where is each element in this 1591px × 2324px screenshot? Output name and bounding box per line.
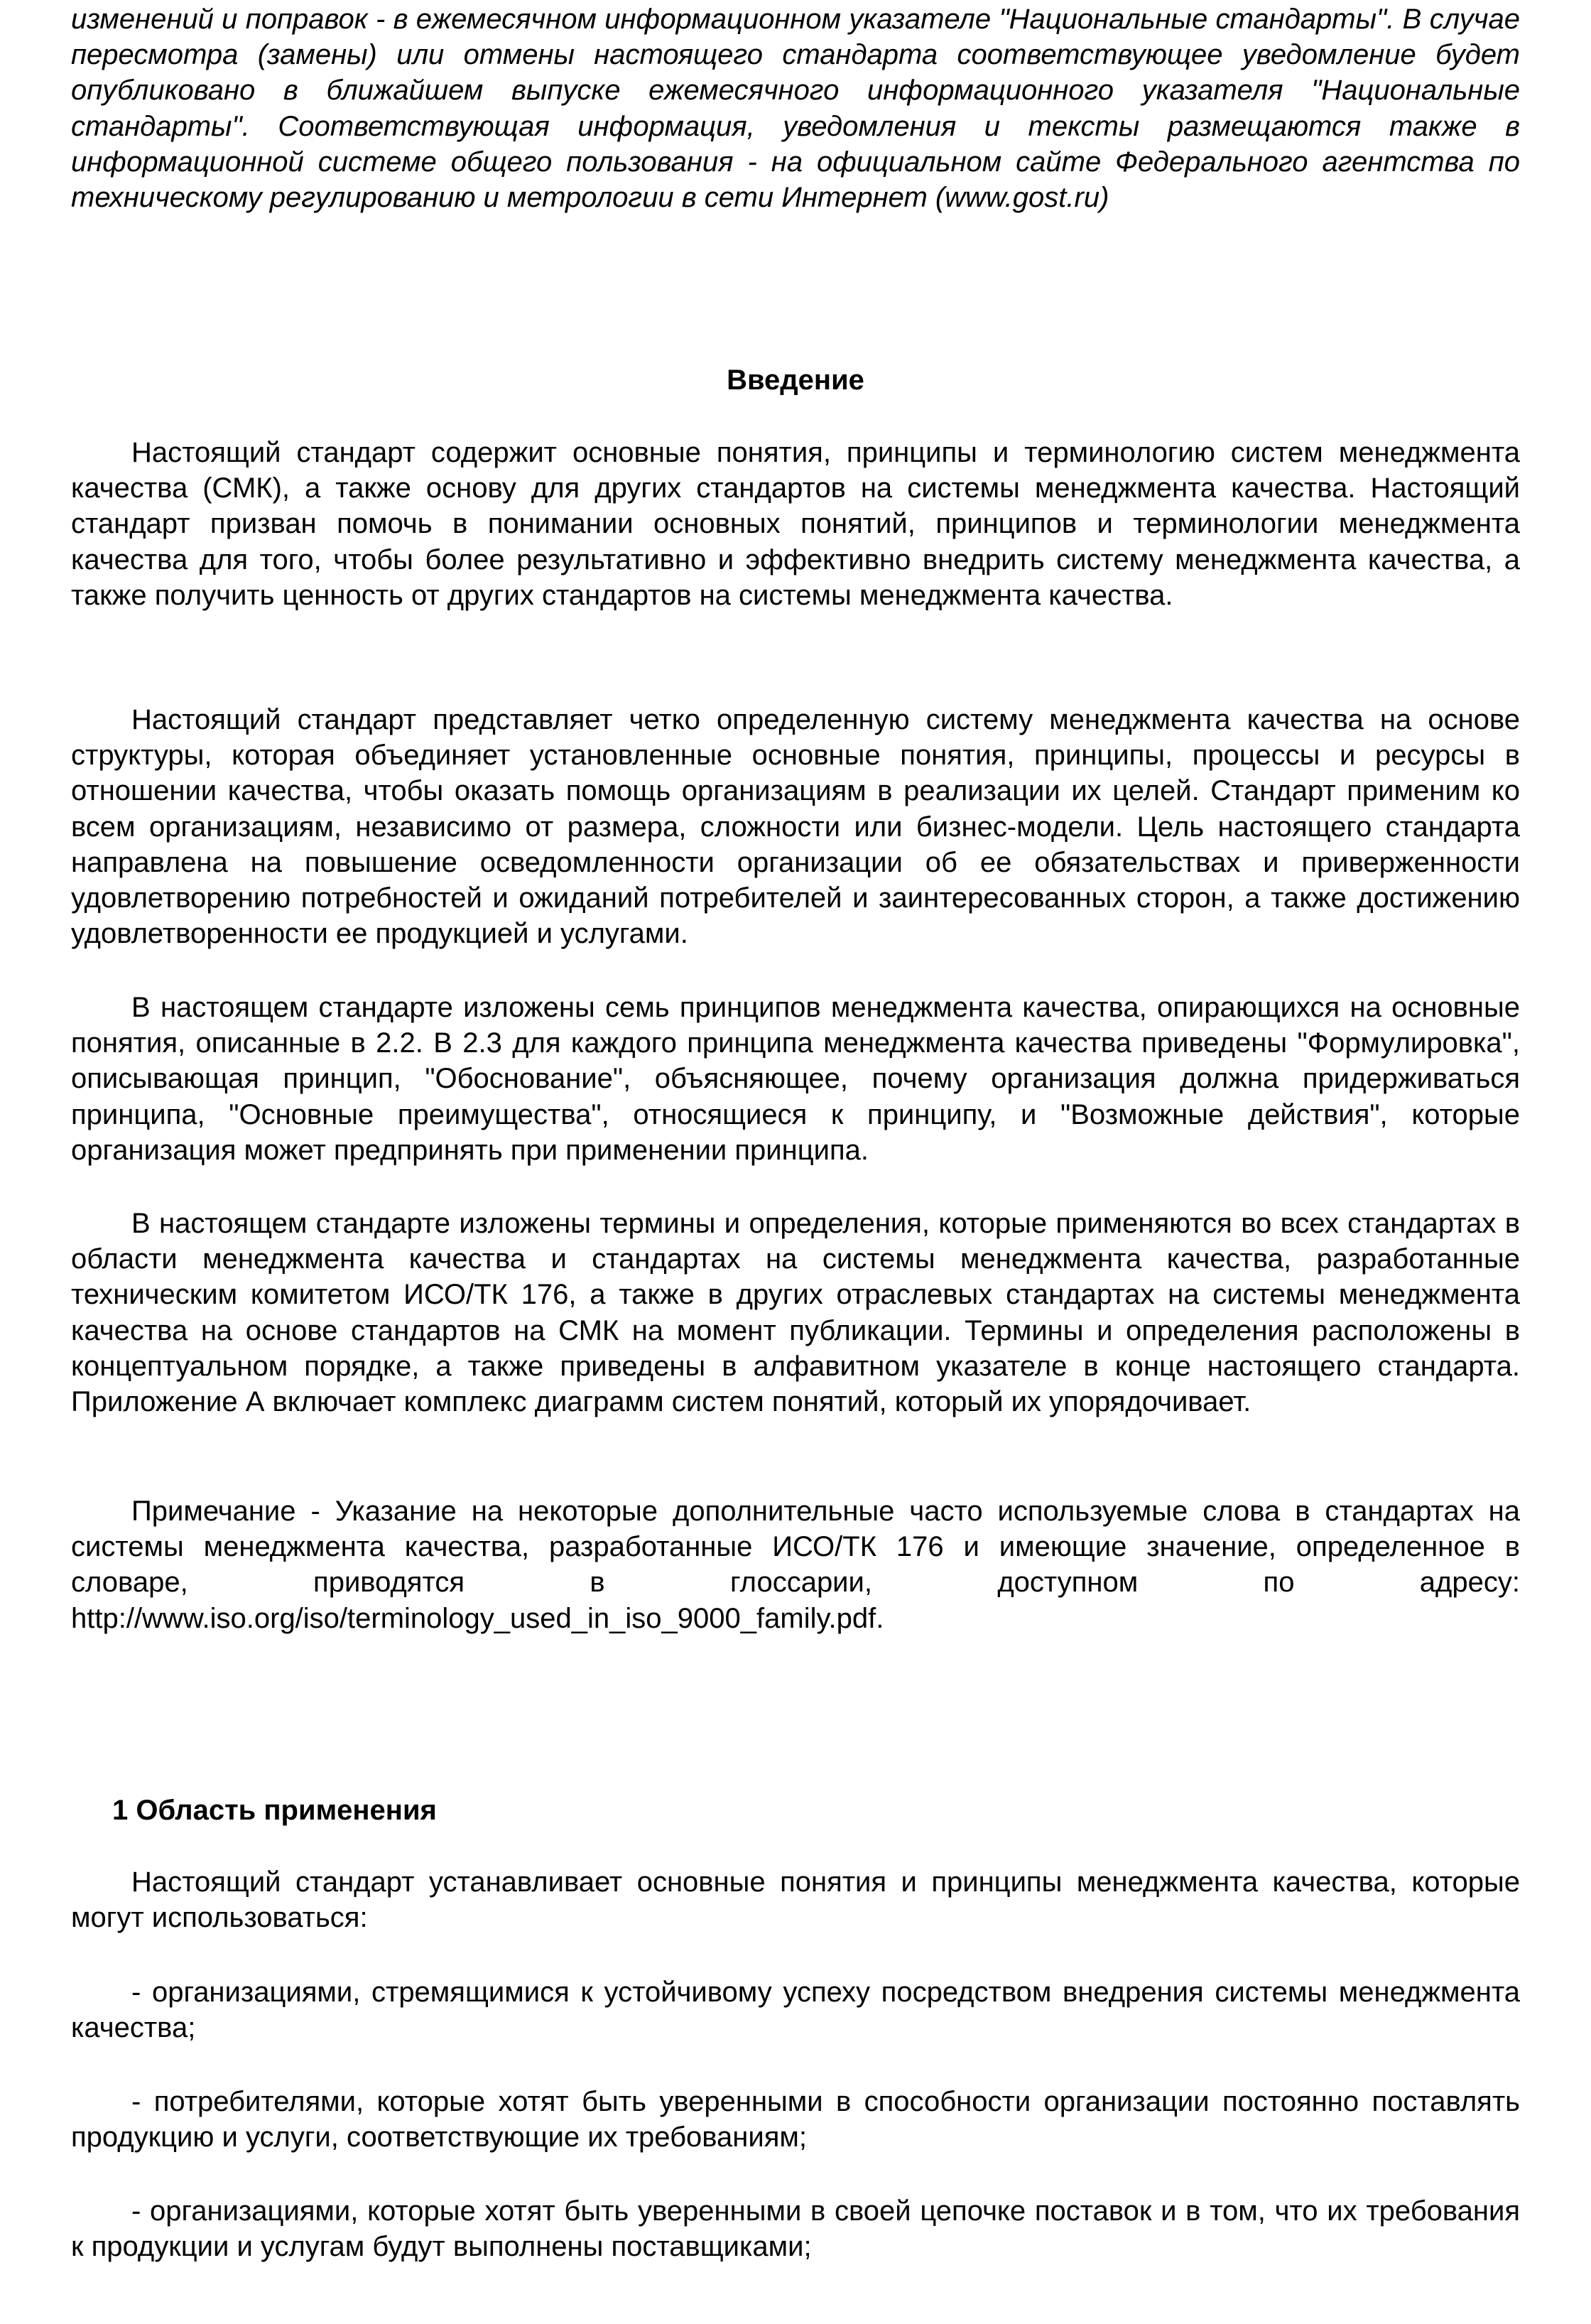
scope-list-item: - организациями, которые хотят быть уверенными в своей цепочке поставок и в том, что их требования к продукции и услугам будут выполнены поставщиками; (71, 2195, 1520, 2263)
introduction-paragraph-3: В настоящем стандарте изложены семь принципов менеджмента качества, опирающихся на основные понятия, описанные в 2.2. В 2.3 для каждого принципа менеджмента качества приведены "Формулировка", описывающая принцип, "Обоснование", объясняющее, почему организация должна придерживаться принципа, "Основные преимущества", относящиеся к принципу, и "Возможные действия", которые организация может предпринять при применении принципа. (71, 992, 1520, 1166)
scope-heading: 1 Область применения (112, 1795, 437, 1826)
introduction-note-url: http://www.iso.org/iso/terminology_used_in_iso_9000_family.pdf. (71, 1602, 884, 1634)
scope-list-item: - организациями, стремящимися к устойчивому успеху посредством внедрения системы менеджмента качества; (71, 1977, 1520, 2044)
introduction-paragraph-1: Настоящий стандарт содержит основные понятия, принципы и терминологию систем менеджмента качества (СМК), а также основу для других стандартов на системы менеджмента качества. Настоящий стандарт призван помочь в понимании основных понятий, принципов и терминологии менеджмента качества для того, чтобы более результативно и эффективно внедрить систему менеджмента качества, а также получить ценность от других стандартов на системы менеджмента качества. (71, 437, 1520, 611)
introduction-heading: Введение (727, 364, 864, 396)
introduction-paragraph-4: В настоящем стандарте изложены термины и определения, которые применяются во всех стандартах в области менеджмента качества и стандартах на системы менеджмента качества, разработанные техническим комитетом ИСО/ТК 176, а также в других отраслевых стандартах на системы менеджмента качества на основе стандартов на СМК на момент публикации. Термины и определения расположены в концептуальном порядке, а также приведены в алфавитном указателе в конце настоящего стандарта. Приложение А включает комплекс диаграмм систем понятий, который их упорядочивает. (71, 1208, 1520, 1418)
introduction-note (71, 1493, 1520, 1636)
intro-italic-paragraph: изменений и поправок - в ежемесячном информационном указателе "Национальные стандарты". В случае пересмотра (замены) или отмены настоящего стандарта соответствующее уведомление будет опубликовано в ближайшем выпуске ежемесячного информационного указателя "Национальные стандарты". Соответствующая информация, уведомления и тексты размещаются также в информационной системе общего пользования - на официальном сайте Федерального агентства по техническому регулированию и метрологии в сети Интернет (www.gost.ru) (71, 4, 1520, 214)
introduction-paragraph-2: Настоящий стандарт представляет четко определенную систему менеджмента качества на основе структуры, которая объединяет установленные основные понятия, принципы, процессы и ресурсы в отношении качества, чтобы оказать помощь организациям в реализации их целей. Стандарт применим ко всем организациям, независимо от размера, сложности или бизнес-модели. Цель настоящего стандарта направлена на повышение осведомленности организации об ее обязательствах и приверженности удовлетворению потребностей и ожиданий потребителей и заинтересованных сторон, а также достижению удовлетворенности ее продукцией и услугами. (71, 704, 1520, 950)
introduction-note-text: Примечание - Указание на некоторые дополнительные часто используемые слова в стандартах на системы менеджмента качества, разработанные ИСО/ТК 176 и имеющие значение, определенное в словаре, приводятся в глоссарии, доступном по адресу: (71, 1496, 1520, 1599)
scope-paragraph-1: Настоящий стандарт устанавливает основные понятия и принципы менеджмента качества, которые могут использоваться: (71, 1866, 1520, 1934)
scope-list-item: - потребителями, которые хотят быть уверенными в способности организации постоянно поставлять продукцию и услуги, соответствующие их требованиям; (71, 2086, 1520, 2153)
